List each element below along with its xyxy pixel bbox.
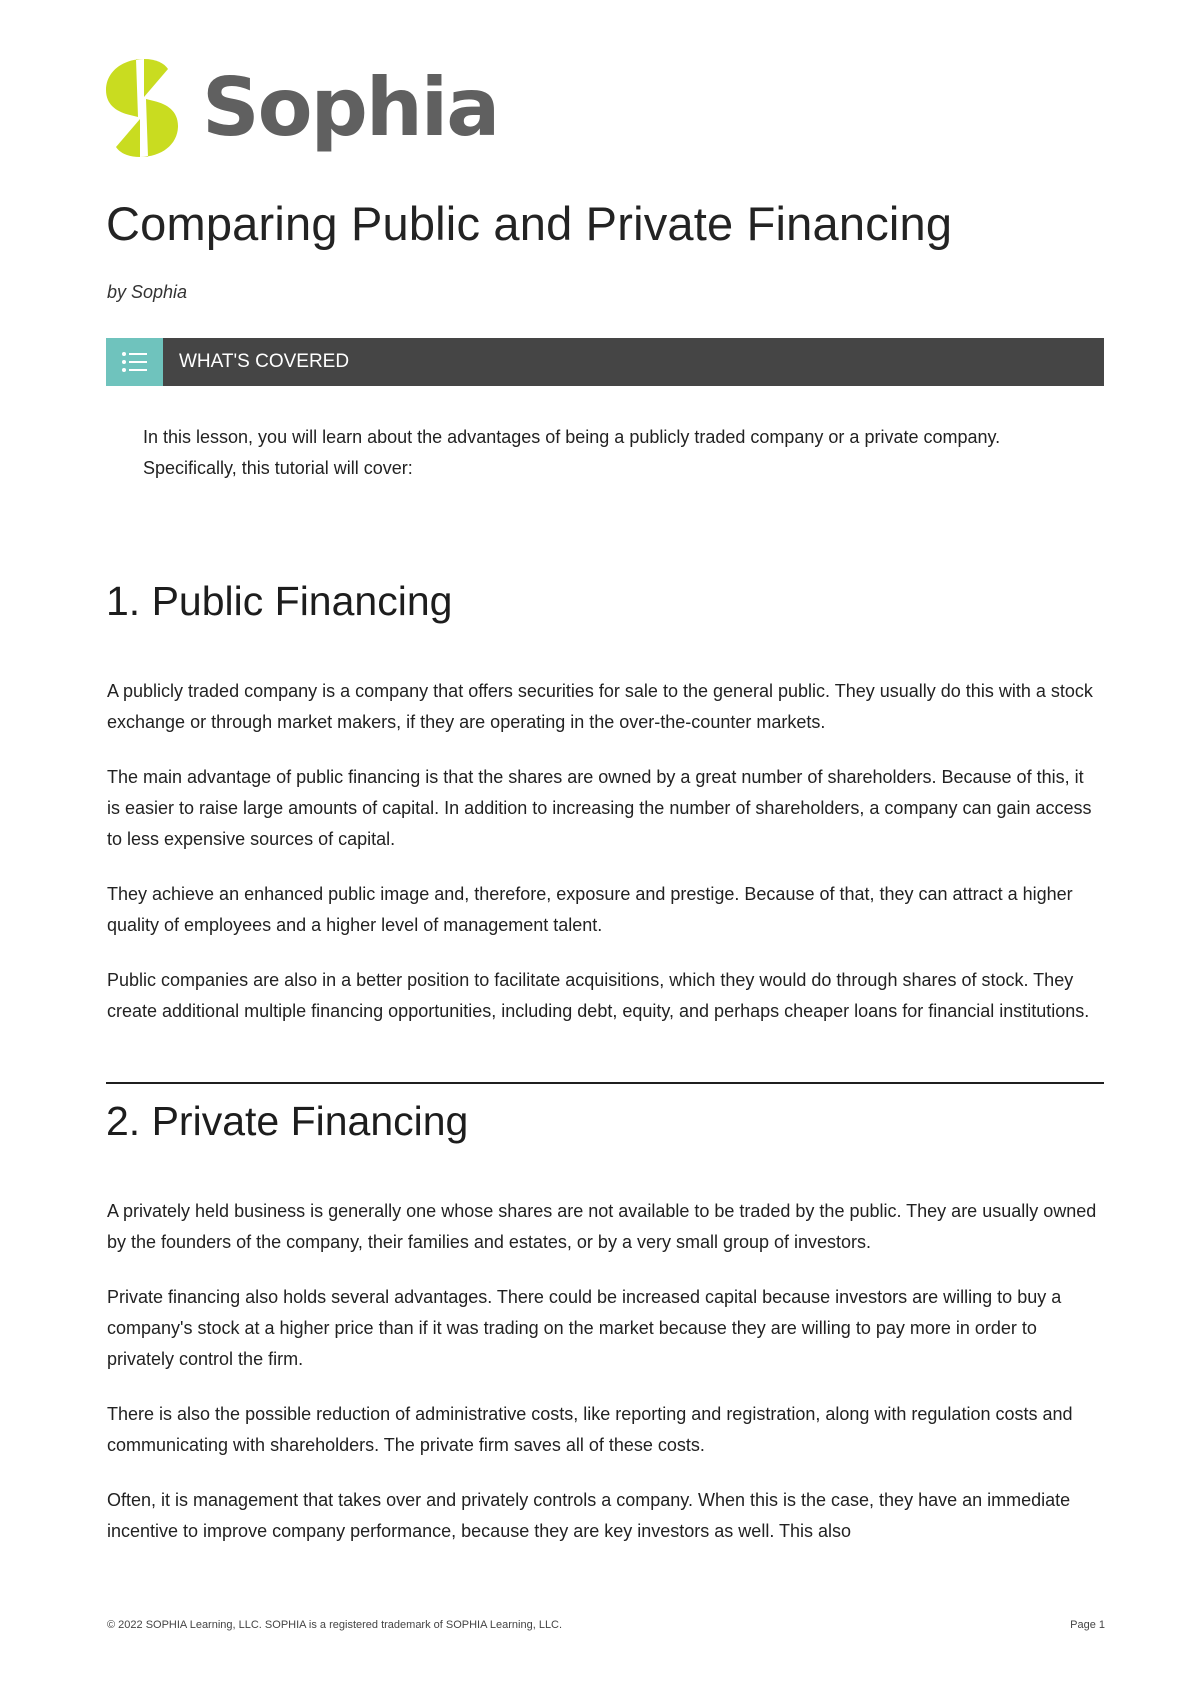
section-body-private-financing	[107, 1196, 1097, 1571]
logo-wordmark: Sophia	[202, 61, 499, 154]
sophia-logo-mark-icon	[104, 57, 180, 159]
section-body-public-financing	[107, 676, 1097, 1051]
paragraph: They achieve an enhanced public image and, therefore, exposure and prestige. Because of that, they can attract a higher quality of employees and a higher level of management talent.	[107, 884, 1073, 935]
whats-covered-icon-box	[106, 338, 163, 386]
whats-covered-banner	[106, 338, 1104, 386]
footer-copyright: © 2022 SOPHIA Learning, LLC. SOPHIA is a registered trademark of SOPHIA Learning, LLC.	[107, 1619, 563, 1631]
section-divider	[106, 1082, 1104, 1084]
paragraph: A publicly traded company is a company that offers securities for sale to the general public. They usually do this with a stock exchange or through market makers, if they are operating in the over-the-counter markets.	[107, 681, 1093, 732]
paragraph: Often, it is management that takes over and privately controls a company. When this is the case, they have an immediate incentive to improve company performance, because they are key investors as well. This also	[107, 1490, 1071, 1541]
paragraph: Public companies are also in a better position to facilitate acquisitions, which they would do through shares of stock. They create additional multiple financing opportunities, including debt, equity, and perhaps cheaper loans for financial institutions.	[107, 970, 1090, 1021]
whats-covered-label: WHAT'S COVERED	[179, 351, 350, 372]
paragraph: The main advantage of public financing is that the shares are owned by a great number of shareholders. Because of this, it is easier to raise large amounts of capital. In addition to increasing the number of shareholders, a company can gain access to less expensive sources of capital.	[107, 767, 1092, 849]
paragraph: A privately held business is generally one whose shares are not available to be traded by the public. They are usually owned by the founders of the company, their families and estates, or by a very small group of investors.	[107, 1201, 1097, 1252]
paragraph: Private financing also holds several advantages. There could be increased capital because investors are willing to buy a company's stock at a higher price than if it was trading on the market because they are willing to pay more in order to privately control the firm.	[107, 1287, 1062, 1369]
byline: by Sophia	[107, 282, 188, 302]
sophia-logo	[104, 56, 498, 160]
list-icon	[121, 350, 149, 374]
paragraph: There is also the possible reduction of administrative costs, like reporting and registration, along with regulation costs and communicating with shareholders. The private firm saves all of these costs.	[107, 1404, 1073, 1455]
section-heading-public-financing: 1. Public Financing	[106, 578, 453, 624]
section-heading-private-financing: 2. Private Financing	[106, 1098, 469, 1144]
footer-page-number: Page 1	[1070, 1619, 1105, 1631]
page-title: Comparing Public and Private Financing	[106, 197, 953, 250]
intro-text: In this lesson, you will learn about the advantages of being a publicly traded company or a private company. Specifically, this tutorial will cover:	[143, 427, 1001, 478]
